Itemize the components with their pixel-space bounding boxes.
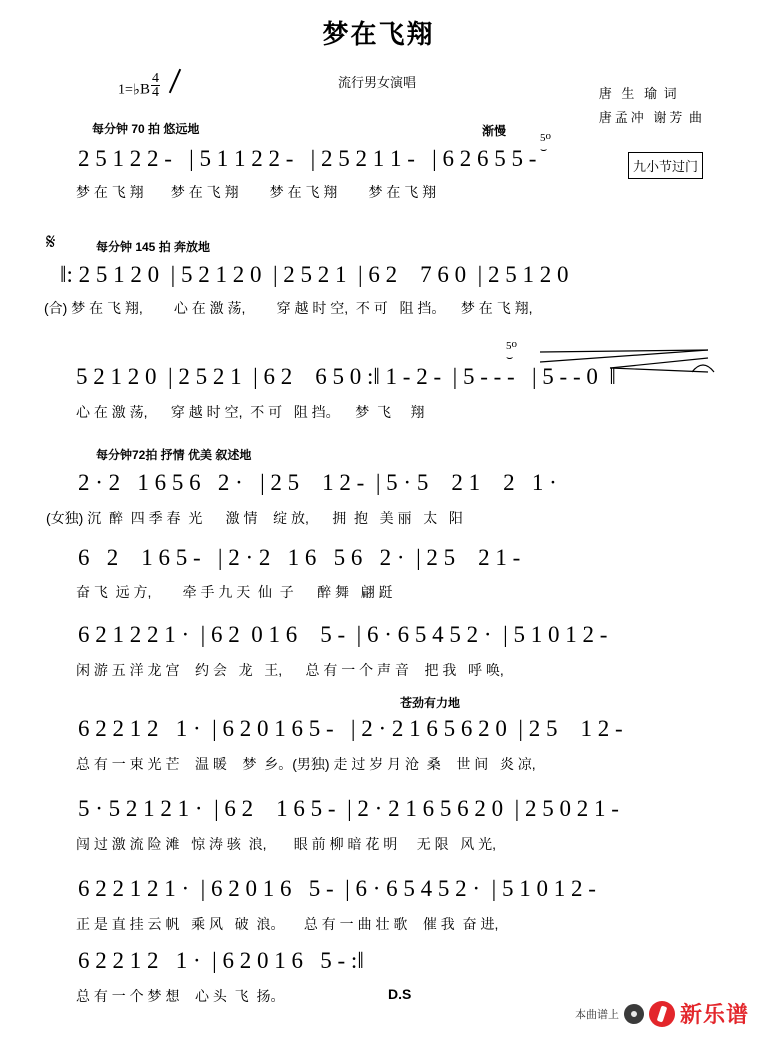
performers-label: 流行男女演唱 [338,75,417,90]
flat-icon: ♭ [132,82,140,99]
tempo-marking-2: 每分钟 145 拍 奔放地 [96,240,211,254]
page-title: 梦在飞翔 [322,19,435,49]
footer-from-text: 本曲谱上 [574,1008,619,1021]
credit-lyricist: 唐 生 瑜 词 [598,86,680,101]
lyrics-row-3: 心 在 激 荡, 穿 越 时 空, 不 可 阻 挡。 梦 飞 翔 [76,404,425,420]
ornament-mark-1: 5ᴏ ⌣ [540,130,551,156]
lyrics-row-9: 正 是 直 挂 云 帆 乘 风 破 浪。 总 有 一 曲 壮 歌 催 我 奋 进, [76,916,499,932]
tempo-marking-4: 苍劲有力地 [400,696,461,710]
notes-row-9: 6 2 2 1 2 1 · | 6 2 0 1 6 5 - | 6 · 6 5 4 5 2 · | 5 1 0 1 2 - [78,876,596,901]
footer-brand [575,998,749,1029]
notes-row-2: ‖: 2 5 1 2 0 | 5 2 1 2 0 | 2 5 2 1 | 6 2 7 6 0 | 2 5 1 2 0 [60,262,569,287]
lyrics-row-6: 闲 游 五 洋 龙 宫 约 会 龙 王, 总 有 一 个 声 音 把 我 呼 唤, [76,662,504,678]
lyrics-row-5: 奋 飞 远 方, 牵 手 九 天 仙 子 醉 舞 翩 跹 [76,584,393,600]
notes-row-10: 6 2 2 1 2 1 · | 6 2 0 1 6 5 - :‖ [78,948,364,973]
lyrics-row-2: (合) 梦 在 飞 翔, 心 在 激 荡, 穿 越 时 空, 不 可 阻 挡。 梦 在 飞 翔, [44,300,533,316]
key-signature [118,72,160,100]
notes-row-7: 6 2 2 1 2 1 · | 6 2 0 1 6 5 - | 2 · 2 1 6 5 6 2 0 | 2 5 1 2 - [78,716,623,741]
meter-denominator: 4 [152,85,159,101]
tempo-marking-1b: 渐慢 [482,124,507,138]
key-prefix: 1= [118,82,133,98]
notes-row-5: 6 2 1 6 5 - | 2 · 2 1 6 5 6 2 · | 2 5 2 1 - [78,545,521,570]
meter-numerator: 4 [152,71,159,86]
ornament-mark-2: 5ᴏ ⌣ [506,338,517,364]
key-letter: B [139,81,150,98]
lyrics-row-10: 总 有 一 个 梦 想 心 头 飞 扬。 [76,988,285,1004]
segno-icon: 𝄋 [46,230,56,255]
lyrics-row-8: 闯 过 激 流 险 滩 惊 涛 骇 浪, 眼 前 柳 暗 花 明 无 限 风 光, [76,836,497,852]
brand-name: 新乐谱 [679,1002,749,1027]
lyrics-row-1: 梦 在 飞 翔 梦 在 飞 翔 梦 在 飞 翔 梦 在 飞 翔 [76,184,437,200]
notes-row-8: 5 · 5 2 1 2 1 · | 6 2 1 6 5 - | 2 · 2 1 6 5 6 2 0 | 2 5 0 2 1 - [78,796,619,821]
brand-logo-icon [649,1001,675,1027]
hairpin-decrescendo [540,348,710,376]
ds-marking: D.S [388,986,412,1002]
credit-composer: 唐孟冲 谢芳 曲 [598,110,705,125]
notes-row-3: 5 2 1 2 0 | 2 5 2 1 | 6 2 6 5 0 :‖ 1 - 2 - | 5 - - - | 5 - - 0 ‖ [76,364,616,389]
notes-row-4: 2 · 2 1 6 5 6 2 · | 2 5 1 2 - | 5 · 5 2 1 2 1 · [78,470,557,495]
fermata-icon [690,358,716,376]
slash-line [169,69,181,94]
interlude-box: 九小节过门 [628,152,703,179]
notes-row-1: 2 5 1 2 2 - | 5 1 1 2 2 - | 2 5 2 1 1 - | 6 2 6 5 5 - [78,146,537,171]
tempo-marking-1: 每分钟 70 拍 悠远地 [92,122,200,136]
notes-row-6: 6 2 1 2 2 1 · | 6 2 0 1 6 5 - | 6 · 6 5 4 5 2 · | 5 1 0 1 2 - [78,622,608,647]
lyrics-row-4: (女独) 沉 醉 四 季 春 光 激 情 绽 放, 拥 抱 美 丽 太 阳 [46,510,463,526]
time-signature [151,72,160,100]
tempo-marking-3: 每分钟72拍 抒情 优美 叙述地 [96,448,252,462]
record-disc-icon [624,1004,644,1024]
lyrics-row-7: 总 有 一 束 光 芒 温 暖 梦 乡。(男独) 走 过 岁 月 沧 桑 世 间 炎 凉, [76,756,536,772]
credits [599,82,705,130]
